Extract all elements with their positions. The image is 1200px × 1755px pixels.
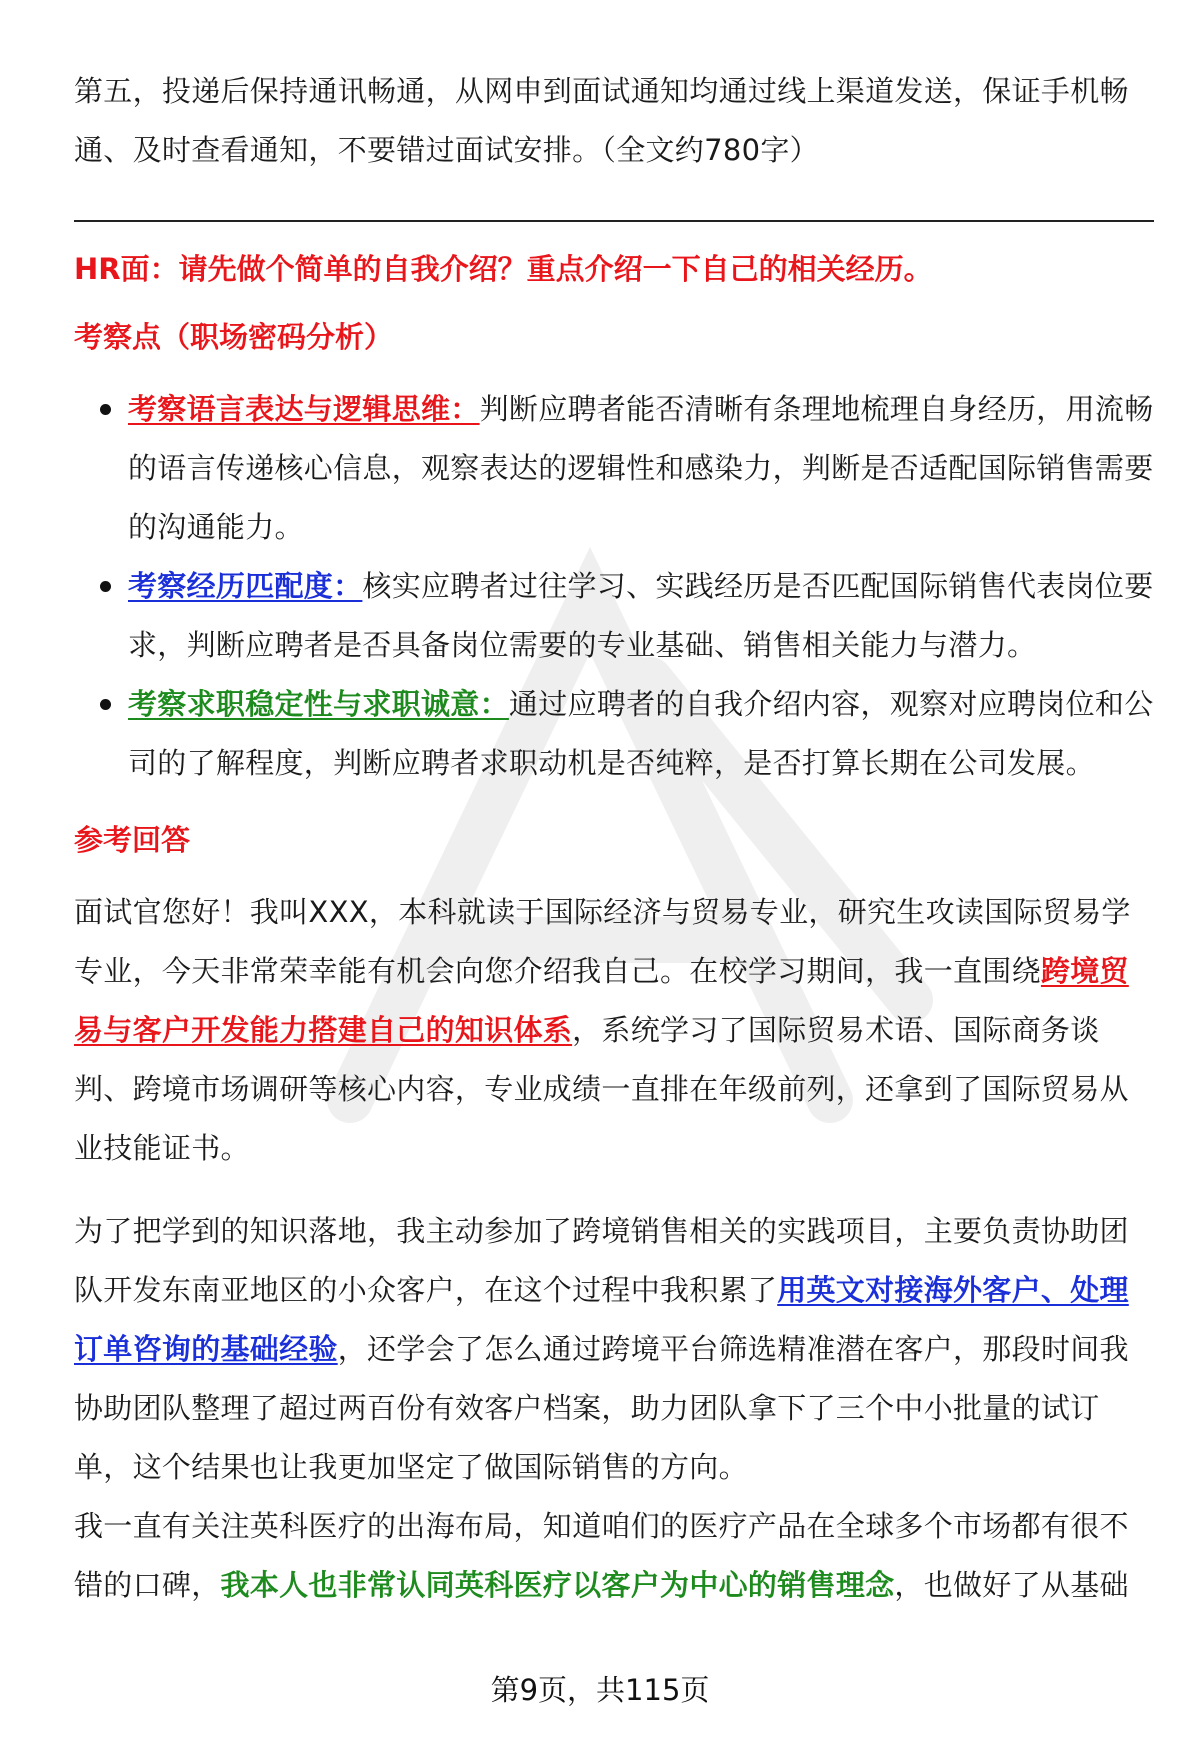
analysis-point-1 [128,380,1154,557]
answer-paragraph-3 [74,1497,1154,1615]
intro-paragraph: 第五，投递后保持通讯畅通，从网申到面试通知均通过线上渠道发送，保证手机畅通、及时查看通知，不要错过面试安排。（全文约780字） [74,74,1129,167]
answer-text: 为了把学到的知识落地，我主动参加了跨境销售相关的实践项目，主要负责协助团队开发东南亚地区的小众客户，在这个过程中我积累了 [74,1214,1129,1307]
analysis-point-label: 考察语言表达与逻辑思维： [128,392,480,426]
analysis-point-text: 判断应聘者能否清晰有条理地梳理自身经历，用流畅的语言传递核心信息，观察表达的逻辑性和感染力，判断是否适配国际销售需要的沟通能力。 [128,392,1154,544]
answer-highlight: 用英文对接海外客户、处理订单咨询的基础经验 [74,1273,1129,1366]
answer-text: ，也做好了从基础 [894,1568,1129,1602]
analysis-point-label: 考察求职稳定性与求职诚意： [128,687,509,721]
answer-highlight: 我本人也非常认同英科医疗以客户为中心的销售理念 [220,1568,895,1602]
answer-highlight: 跨境贸易与客户开发能力搭建自己的知识体系 [74,954,1129,1047]
document-page [74,62,1154,1615]
analysis-point-text: 通过应聘者的自我介绍内容，观察对应聘岗位和公司的了解程度，判断应聘者求职动机是否纯粹，是否打算长期在公司发展。 [128,687,1154,780]
analysis-points [74,380,1154,793]
analysis-point-label: 考察经历匹配度： [128,569,363,603]
section-divider [74,220,1154,222]
answer-paragraph-2 [74,1202,1154,1497]
analysis-title: 考察点（职场密码分析） [74,320,394,354]
answer-text: ，还学会了怎么通过跨境平台筛选精准潜在客户，那段时间我协助团队整理了超过两百份有效客户档案，助力团队拿下了三个中小批量的试订单，这个结果也让我更加坚定了做国际销售的方向。 [74,1332,1129,1484]
analysis-point-3 [128,675,1154,793]
page-footer: 第9页，共115页 [490,1673,710,1707]
answer-title: 参考回答 [74,823,191,857]
question-title: HR面：请先做个简单的自我介绍？重点介绍一下自己的相关经历。 [74,252,933,286]
answer-text: 我一直有关注英科医疗的出海布局，知道咱们的医疗产品在全球多个市场都有很不错的口碑， [74,1509,1129,1602]
answer-text: ，系统学习了国际贸易术语、国际商务谈判、跨境市场调研等核心内容，专业成绩一直排在年级前列，还拿到了国际贸易从业技能证书。 [74,1013,1129,1165]
analysis-point-text: 核实应聘者过往学习、实践经历是否匹配国际销售代表岗位要求，判断应聘者是否具备岗位需要的专业基础、销售相关能力与潜力。 [128,569,1154,662]
analysis-point-2 [128,557,1154,675]
answer-paragraph-1 [74,883,1154,1178]
answer-text: 面试官您好！我叫XXX，本科就读于国际经济与贸易专业，研究生攻读国际贸易学专业，今天非常荣幸能有机会向您介绍我自己。在校学习期间，我一直围绕 [74,895,1131,988]
